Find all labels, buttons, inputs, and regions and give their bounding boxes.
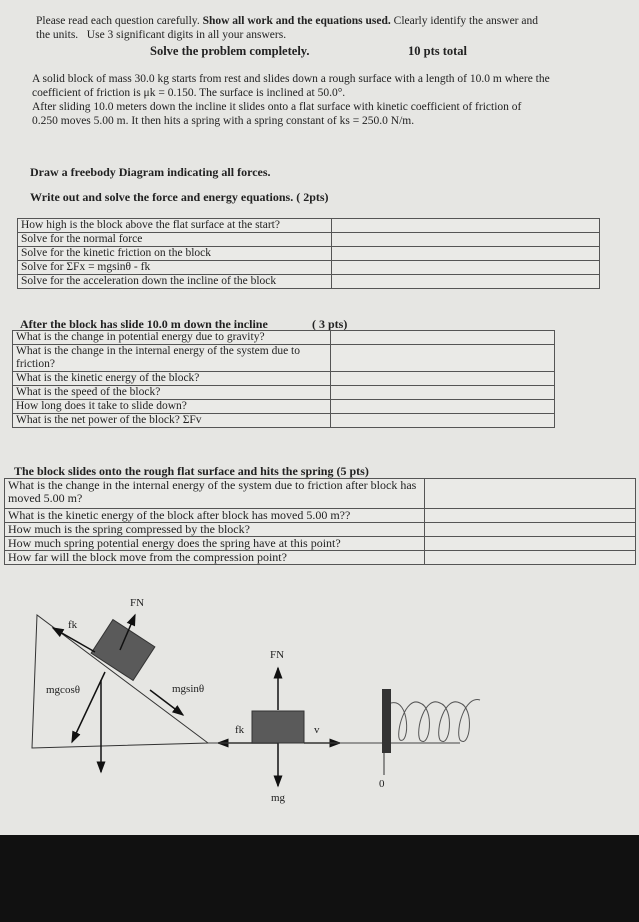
question-cell: What is the change in the internal energy of the system due to friction? — [13, 345, 331, 372]
question-cell: What is the change in the internal energy of the system due to friction after block has moved 5.00 m? — [5, 479, 425, 509]
question-cell: How much is the spring compressed by the block? — [5, 523, 425, 537]
question-cell: What is the kinetic energy of the block after block has moved 5.00 m?? — [5, 509, 425, 523]
answer-cell[interactable] — [331, 400, 555, 414]
table-row — [5, 551, 636, 565]
normal-force-label-2: FN — [270, 649, 285, 661]
table-row — [13, 345, 555, 372]
answer-cell[interactable] — [331, 372, 555, 386]
table-row — [5, 523, 636, 537]
question-cell: What is the change in potential energy due to gravity? — [13, 331, 331, 345]
problem-line: 0.250 moves 5.00 m. It then hits a spring with a spring constant of ks = 250.0 N/m. — [32, 115, 415, 127]
fbd-instruction: Draw a freebody Diagram indicating all forces. — [30, 165, 271, 179]
instruction-bold: Show all work and the equations used. — [202, 15, 391, 27]
spring-coil — [391, 700, 480, 742]
answer-cell[interactable] — [332, 261, 600, 275]
question-cell: Solve for the kinetic friction on the block — [18, 247, 332, 261]
table-row — [18, 261, 600, 275]
table-after-incline — [12, 330, 555, 428]
answer-cell[interactable] — [332, 233, 600, 247]
table-row — [13, 386, 555, 400]
answer-cell[interactable] — [331, 414, 555, 428]
answer-cell[interactable] — [425, 523, 636, 537]
question-cell: Solve for the acceleration down the incline of the block — [18, 275, 332, 289]
instruction-text: Clearly identify the answer and — [393, 15, 538, 27]
incline-block — [91, 620, 155, 681]
question-cell: How long does it take to slide down? — [13, 400, 331, 414]
answer-cell[interactable] — [425, 509, 636, 523]
solve-heading: Solve the problem completely. — [150, 44, 310, 58]
section3-title: The block slides onto the rough flat surface and hits the spring (5 pts) — [14, 464, 369, 478]
answer-cell[interactable] — [331, 345, 555, 372]
origin-label: 0 — [379, 778, 385, 790]
answer-cell[interactable] — [425, 537, 636, 551]
problem-line: A solid block of mass 30.0 kg starts from rest and slides down a rough surface with a length of 10.0 m where the — [32, 73, 550, 85]
table-row — [13, 372, 555, 386]
table-row — [18, 275, 600, 289]
weight-label: mg — [271, 792, 286, 804]
velocity-label: v — [314, 724, 320, 736]
instructions — [36, 14, 626, 42]
question-cell: What is the net power of the block? ΣFv — [13, 414, 331, 428]
answer-cell[interactable] — [425, 551, 636, 565]
flat-block — [252, 711, 304, 743]
normal-force-label: FN — [130, 597, 145, 609]
friction-label-2: fk — [235, 724, 245, 736]
question-cell: Solve for the normal force — [18, 233, 332, 247]
answer-cell[interactable] — [331, 331, 555, 345]
force-arrows — [53, 615, 340, 786]
answer-cell[interactable] — [425, 479, 636, 509]
problem-line: After sliding 10.0 meters down the incline it slides onto a flat surface with kinetic coefficient of friction of — [32, 101, 522, 113]
answer-cell[interactable] — [332, 219, 600, 233]
question-cell: What is the speed of the block? — [13, 386, 331, 400]
table-flat-surface — [4, 478, 636, 565]
question-cell: How far will the block move from the compression point? — [5, 551, 425, 565]
answer-cell[interactable] — [331, 386, 555, 400]
points-total: 10 pts total — [408, 44, 468, 58]
table-row — [18, 219, 600, 233]
problem-line: coefficient of friction is μk = 0.150. The surface is inclined at 50.0°. — [32, 87, 346, 99]
table-row — [13, 331, 555, 345]
answer-cell[interactable] — [332, 247, 600, 261]
answer-cell[interactable] — [332, 275, 600, 289]
question-cell: Solve for ΣFx = mgsinθ - fk — [18, 261, 332, 275]
friction-label: fk — [68, 619, 78, 631]
table-row — [5, 509, 636, 523]
equations-instruction: Write out and solve the force and energy equations. ( 2pts) — [30, 190, 329, 204]
table-row — [18, 247, 600, 261]
freebody-diagram — [0, 590, 639, 820]
table-row — [5, 479, 636, 509]
table-incline — [17, 218, 600, 289]
table-row — [18, 233, 600, 247]
instruction-text: the units. Use 3 significant digits in all your answers. — [36, 29, 287, 41]
section2-title: After the block has slide 10.0 m down the incline — [20, 317, 268, 331]
spring-wall — [382, 689, 391, 753]
question-cell: What is the kinetic energy of the block? — [13, 372, 331, 386]
question-cell: How much spring potential energy does the spring have at this point? — [5, 537, 425, 551]
table-row — [5, 537, 636, 551]
table-row — [13, 400, 555, 414]
section2-points: ( 3 pts) — [312, 317, 348, 331]
question-cell: How high is the block above the flat surface at the start? — [18, 219, 332, 233]
mgcos-label: mgcosθ — [46, 684, 80, 696]
instruction-text: Please read each question carefully. — [36, 15, 200, 27]
problem-statement — [32, 72, 632, 128]
table-row — [13, 414, 555, 428]
background-surface — [0, 835, 639, 922]
mgsin-label: mgsinθ — [172, 683, 205, 695]
